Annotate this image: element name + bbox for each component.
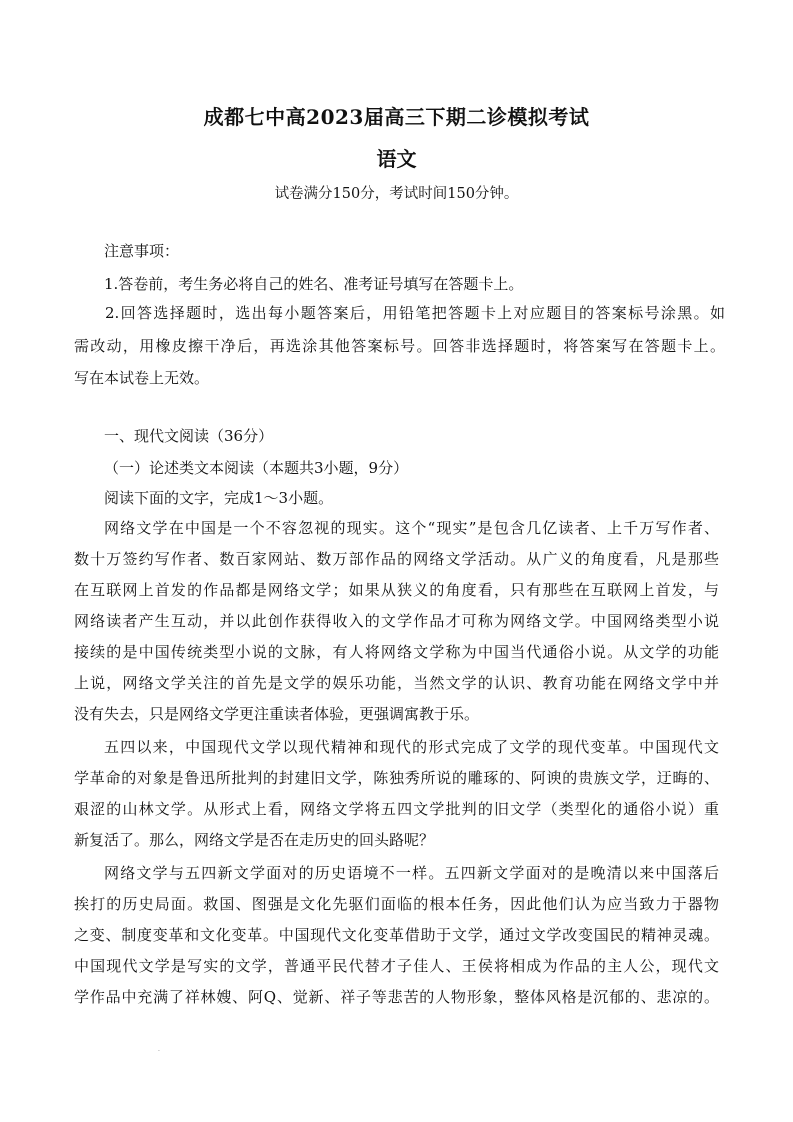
passage-line: 中国现代文学是写实的文学，普通平民代替才子佳人、王侯将相成为作品的主人公，现代文 [74, 957, 719, 975]
notice-heading: 注意事项： [104, 242, 180, 260]
passage-line: 学革命的对象是鲁迅所批判的封建旧文学，陈独秀所说的雕琢的、阿谀的贵族文学，迂晦的、 [74, 769, 719, 787]
exam-meta: 试卷满分150分，考试时间150分钟。 [274, 186, 519, 202]
passage-line: 学作品中充满了祥林嫂、阿Q、觉新、祥子等悲苦的人物形象，整体风格是沉郁的、悲凉的。 [74, 988, 719, 1006]
passage-line: 没有失去，只是网络文学更注重读者体验，更强调寓教于乐。 [74, 705, 480, 723]
notice-item-2-line-2: 需改动，用橡皮擦干净后，再选涂其他答案标号。回答非选择题时，将答案写在答题卡上。 [74, 337, 725, 355]
passage-line: 网络文学与五四新文学面对的历史语境不一样。五四新文学面对的是晚清以来中国落后 [104, 864, 719, 882]
passage-line: 上说，网络文学关注的首先是文学的娱乐功能，当然文学的认识、教育功能在网络文学中并 [74, 674, 719, 692]
passage-line: 五四以来，中国现代文学以现代精神和现代的形式完成了文学的现代变革。中国现代文 [104, 738, 719, 756]
passage-line: 网络读者产生互动，并以此创作获得收入的文学作品才可称为网络文学。中国网络类型小说 [74, 612, 719, 630]
notice-item-1: 1.答卷前，考生务必将自己的姓名、准考证号填写在答题卡上。 [104, 275, 524, 293]
section-heading: 一、现代文阅读（36分） [104, 427, 274, 445]
passage-line: 新复活了。那么，网络文学是否在走历史的回头路呢？ [74, 831, 435, 849]
passage-line: 艰涩的山林文学。从形式上看，网络文学将五四文学批判的旧文学（类型化的通俗小说）重 [74, 800, 719, 818]
passage-line: 在互联网上首发的作品都是网络文学；如果从狭义的角度看，只有那些在互联网上首发，与 [74, 581, 719, 599]
section-instruction: 阅读下面的文字，完成1～3小题。 [104, 489, 334, 507]
passage-line: 网络文学在中国是一个不容忽视的现实。这个“现实”是包含几亿读者、上千万写作者、 [104, 519, 719, 537]
notice-item-2-line-3: 写在本试卷上无效。 [74, 369, 210, 387]
subject-title: 语文 [376, 147, 417, 171]
section-subheading: （一）论述类文本阅读（本题共3小题，9分） [104, 459, 409, 477]
passage-line: 挨打的历史局面。救国、图强是文化先驱们面临的根本任务，因此他们认为应当致力于器物 [74, 895, 719, 913]
exam-title: 成都七中高2023届高三下期二诊模拟考试 [203, 105, 590, 129]
page-speck: · [158, 1048, 160, 1055]
passage-line: 之变、制度变革和文化变革。中国现代文化变革借助于文学，通过文学改变国民的精神灵魂。 [74, 926, 719, 944]
passage-line: 数十万签约写作者、数百家网站、数万部作品的网络文学活动。从广义的角度看，凡是那些 [74, 550, 719, 568]
notice-item-2-line-1: 2.回答选择题时，选出每小题答案后，用铅笔把答题卡上对应题目的答案标号涂黑。如 [105, 304, 725, 322]
passage-line: 接续的是中国传统类型小说的文脉，有人将网络文学称为中国当代通俗小说。从文学的功能 [74, 643, 719, 661]
